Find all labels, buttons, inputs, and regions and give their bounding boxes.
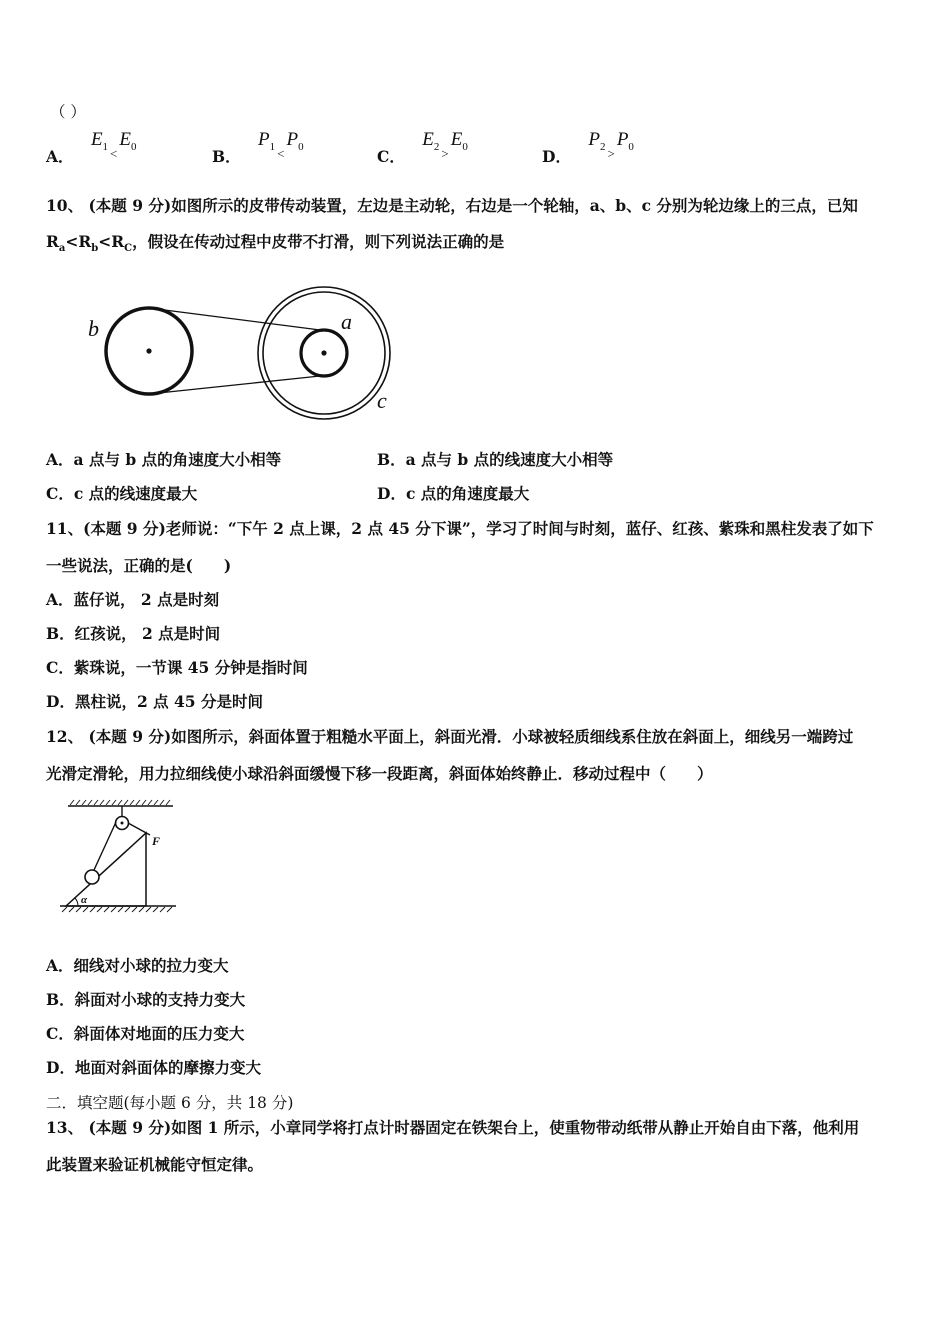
q11-stem-line1: 11、(本题 9 分)老师说：“下午 2 点上课，2 点 45 分下课”，学习了时间与时刻，蓝仔、红孩、紫珠和黑柱发表了如下 [46, 519, 874, 538]
q9-option-a[interactable]: A． $E_1$ $_<E_0$ [46, 129, 137, 166]
angle-label: α [81, 894, 88, 906]
q11-option-c[interactable]: C．紫珠说，一节课 45 分钟是指时间 [46, 658, 308, 677]
q12-stem-line1: 12、 (本题 9 分)如图所示，斜面体置于粗糙水平面上，斜面光滑．小球被轻质细线系住放在斜面上，细线另一端跨过 [46, 727, 854, 746]
section-2-title: 二．填空题(每小题 6 分，共 18 分) [46, 1094, 294, 1112]
q10-option-b[interactable]: B．a 点与 b 点的线速度大小相等 [377, 450, 614, 469]
q9-option-d[interactable]: D． $P_2$ $_>P_0$ [542, 129, 634, 166]
q11-option-a[interactable]: A．蓝仔说， 2 点是时刻 [46, 590, 220, 609]
incline-pulley-figure [58, 798, 180, 918]
answer-parentheses: （ ） [50, 103, 86, 121]
q10-option-d[interactable]: D．c 点的角速度最大 [377, 484, 530, 503]
force-label: F [152, 834, 161, 848]
q10-option-c[interactable]: C．c 点的线速度最大 [46, 484, 198, 503]
belt-drive-figure [78, 278, 408, 428]
ceiling-hatch [70, 800, 170, 805]
q9-options [46, 129, 906, 168]
label-c: c [377, 388, 387, 413]
q9-option-c[interactable]: C． $E_2$ $_>E_0$ [377, 129, 468, 166]
q12-stem-line2: 光滑定滑轮，用力拉细线使小球沿斜面缓慢下移一段距离，斜面体始终静止．移动过程中（ ） [46, 764, 713, 783]
q10-option-a[interactable]: A．a 点与 b 点的角速度大小相等 [46, 450, 282, 469]
pulley-axle [121, 822, 124, 825]
ground-hatch [62, 907, 172, 912]
q12-option-d[interactable]: D．地面对斜面体的摩擦力变大 [46, 1058, 261, 1077]
q9-option-b[interactable]: B． $P_1$ $_<P_0$ [212, 129, 304, 166]
q10-stem-line1: 10、 (本题 9 分)如图所示的皮带传动装置，左边是主动轮，右边是一个轮轴，a、b、c 分别为轮边缘上的三点，已知 [46, 196, 858, 215]
wheel-a-center [321, 350, 326, 355]
label-b: b [88, 316, 99, 341]
ball [85, 870, 99, 884]
q11-stem-line2: 一些说法，正确的是( ) [46, 556, 232, 575]
q13-stem-line1: 13、 (本题 9 分)如图 1 所示，小章同学将打点计时器固定在铁架台上，使重物带动纸带从静止开始自由下落，他利用 [46, 1118, 860, 1137]
label-a: a [341, 309, 352, 334]
q11-option-b[interactable]: B．红孩说， 2 点是时间 [46, 624, 221, 643]
q12-option-a[interactable]: A．细线对小球的拉力变大 [46, 956, 229, 975]
q12-option-c[interactable]: C．斜面体对地面的压力变大 [46, 1024, 245, 1043]
q12-option-b[interactable]: B．斜面对小球的支持力变大 [46, 990, 246, 1009]
q13-stem-line2: 此装置来验证机械能守恒定律。 [46, 1155, 264, 1174]
wheel-b-center [146, 348, 151, 353]
q11-option-d[interactable]: D．黑柱说，2 点 45 分是时间 [46, 692, 263, 711]
angle-arc [75, 898, 78, 906]
belt-top [149, 308, 320, 330]
q10-stem-line2: $R_a<R_b<R_C$，假设在传动过程中皮带不打滑，则下列说法正确的是 [46, 232, 505, 255]
